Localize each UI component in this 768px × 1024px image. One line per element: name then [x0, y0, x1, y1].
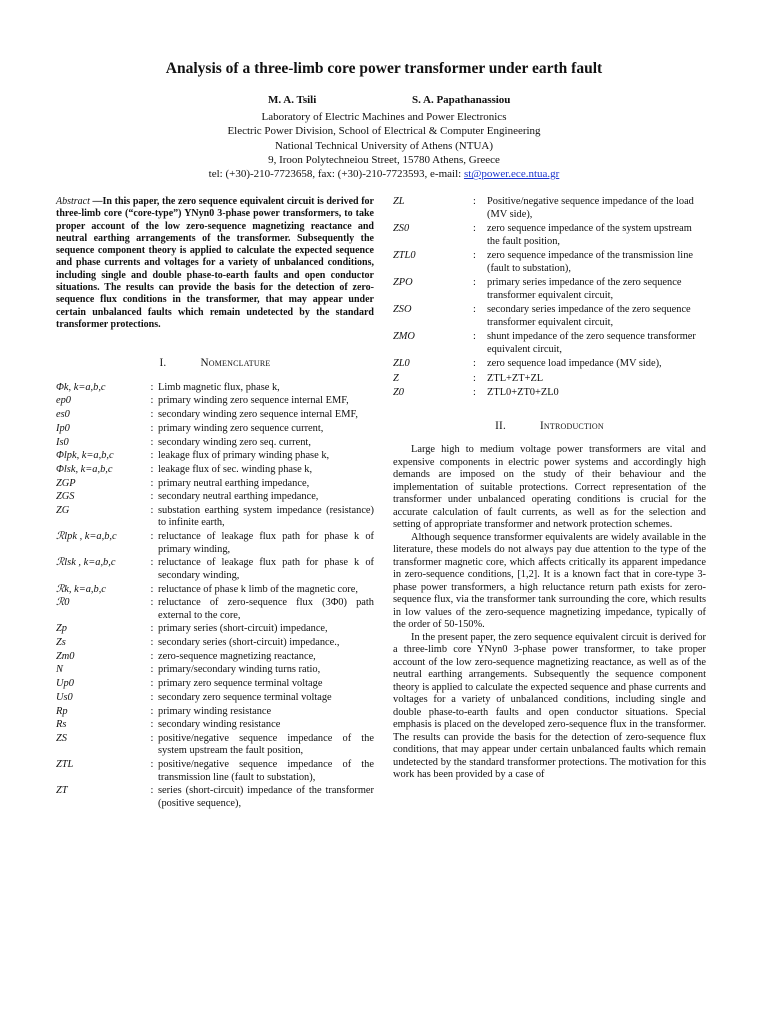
- nomenclature-separator: :: [473, 277, 476, 288]
- intro-paragraph: Large high to medium voltage power transformers are vital and expensive components in electric power systems and accordingly high demands are imposed on the study of their behaviour and the implementation of suitable protections. Correct representation of the transformer under unbalanced operating conditions is crucial for the accurate calculation of fault currents, as well as for the selection and setting of appropriate transformer and network protection schemes.: [393, 444, 706, 530]
- nomenclature-definition: primary series (short-circuit) impedance,: [158, 623, 328, 635]
- left-column: [56, 196, 374, 810]
- nomenclature-list-continued: [393, 196, 706, 400]
- abstract-text: —In this paper, the zero sequence equivalent circuit is derived for three-limb core (“core-type”) YNyn0 3-phase power transformers, to take proper account of the low zero-sequence magnetizing reactance and neutral earthing arrangements of the transformer. Subsequently the sequence component theory is applied to calculate the expected sequence and phase currents and voltages for a variety of unbalanced conditions, including single and double phase-to-earth faults and open conductor situations. The results can provide the basis for the detection of zero-sequence flux conditions in the transformer, that may appear under certain unbalanced faults which remain undetected by the standard transformer protections.: [56, 196, 374, 330]
- nomenclature-separator: :: [150, 759, 154, 771]
- nomenclature-definition: series (short-circuit) impedance of the transformer (positive sequence),: [158, 785, 374, 809]
- abstract-label: Abstract: [56, 196, 90, 207]
- nomenclature-symbol: ZT: [56, 785, 68, 797]
- nomenclature-separator: :: [150, 650, 154, 662]
- nomenclature-separator: :: [150, 597, 154, 609]
- nomenclature-separator: :: [150, 450, 154, 462]
- nomenclature-definition: secondary series (short-circuit) impedance.,: [158, 637, 340, 649]
- nomenclature-symbol: Z: [393, 372, 399, 384]
- intro-paragraph: Although sequence transformer equivalents are widely available in the literature, these models do not always pay due attention to the type of the transformer magnetic core, which affects critically its apparent impedance in zero-sequence conditions, [1,2]. It is a known fact that in core-type 3-phase power transformers, a high reluctance return path exists for zero-sequence flux, via the transformer tank surrounding the core, which results in low values of the zero-sequence magnetizing impedance, typically of the order of 50-150%.: [393, 531, 706, 630]
- nomenclature-symbol: ZG: [56, 504, 70, 516]
- section-title: Introduction: [539, 419, 604, 432]
- nomenclature-symbol: ZS: [56, 732, 67, 744]
- nomenclature-symbol: ℛlsk , k=a,b,c: [56, 557, 116, 569]
- nomenclature-separator: :: [473, 387, 476, 398]
- nomenclature-definition: primary neutral earthing impedance,: [158, 477, 310, 489]
- nomenclature-list: [56, 382, 374, 811]
- nomenclature-definition: secondary zero sequence terminal voltage: [158, 691, 332, 703]
- nomenclature-definition: zero-sequence magnetizing reactance,: [158, 650, 316, 662]
- nomenclature-symbol: ZSO: [393, 304, 412, 315]
- affiliation-line: 9, Iroon Polytechneiou Street, 15780 Athens, Greece: [268, 153, 500, 166]
- nomenclature-symbol: Zm0: [56, 650, 75, 662]
- nomenclature-symbol: es0: [56, 409, 70, 421]
- nomenclature-separator: :: [473, 372, 476, 384]
- nomenclature-separator: :: [150, 678, 154, 690]
- nomenclature-separator: :: [473, 304, 476, 315]
- nomenclature-symbol: Φlpk, k=a,b,c: [56, 450, 114, 462]
- nomenclature-definition: substation earthing system impedance (resistance) to infinite earth,: [158, 504, 374, 529]
- nomenclature-symbol: N: [56, 664, 63, 676]
- affiliation-block: [0, 110, 768, 181]
- nomenclature-separator: :: [150, 719, 154, 731]
- nomenclature-definition: primary zero sequence terminal voltage: [158, 678, 323, 690]
- nomenclature-definition: reluctance of phase k limb of the magnetic core,: [158, 583, 358, 595]
- nomenclature-separator: :: [150, 623, 154, 635]
- nomenclature-symbol: ep0: [56, 395, 72, 407]
- nomenclature-separator: :: [150, 732, 154, 744]
- nomenclature-separator: :: [150, 557, 154, 569]
- nomenclature-definition: leakage flux of sec. winding phase k,: [158, 463, 313, 475]
- nomenclature-separator: :: [150, 785, 154, 797]
- nomenclature-symbol: ℛk, k=a,b,c: [56, 583, 106, 595]
- nomenclature-separator: :: [150, 691, 154, 703]
- nomenclature-symbol: Us0: [56, 691, 73, 703]
- nomenclature-definition: positive/negative sequence impedance of the system upstream the fault position,: [158, 732, 374, 757]
- nomenclature-separator: :: [150, 504, 154, 516]
- nomenclature-separator: :: [473, 358, 476, 369]
- contact-line: [0, 167, 768, 181]
- nomenclature-symbol: Φk, k=a,b,c: [56, 381, 106, 393]
- affiliation-line: Electric Power Division, School of Electrical & Computer Engineering: [227, 125, 541, 138]
- nomenclature-definition: ZTL+ZT+ZL: [487, 372, 544, 384]
- section-heading-introduction: [393, 420, 706, 433]
- nomenclature-definition: primary winding resistance: [158, 705, 272, 717]
- nomenclature-definition: reluctance of zero-sequence flux (3Φ0) path external to the core,: [158, 597, 374, 621]
- nomenclature-symbol: Rs: [56, 719, 67, 731]
- nomenclature-definition: reluctance of leakage flux path for phase k of secondary winding,: [158, 557, 374, 581]
- nomenclature-definition: primary winding zero sequence internal EMF,: [158, 395, 349, 407]
- nomenclature-definition: Limb magnetic flux, phase k,: [158, 381, 280, 393]
- nomenclature-definition: secondary winding resistance: [158, 719, 281, 731]
- nomenclature-symbol: Z0: [393, 387, 404, 398]
- nomenclature-definition: primary/secondary winding turns ratio,: [158, 664, 321, 676]
- nomenclature-separator: :: [473, 250, 476, 261]
- nomenclature-symbol: ZTL: [56, 759, 74, 771]
- nomenclature-symbol: ZMO: [393, 331, 415, 342]
- nomenclature-separator: :: [150, 409, 154, 421]
- nomenclature-symbol: Φlsk, k=a,b,c: [56, 463, 113, 475]
- nomenclature-symbol: ZL0: [393, 358, 410, 369]
- nomenclature-definition: secondary winding zero sequence internal EMF,: [158, 409, 358, 421]
- nomenclature-definition: secondary neutral earthing impedance,: [158, 491, 319, 503]
- nomenclature-separator: :: [150, 531, 154, 543]
- nomenclature-symbol: ZPO: [393, 277, 413, 288]
- contact-text: tel: (+30)-210-7723658, fax: (+30)-210-7723593, e-mail:: [208, 168, 464, 181]
- nomenclature-separator: :: [473, 196, 476, 207]
- nomenclature-separator: :: [150, 705, 154, 717]
- nomenclature-separator: :: [150, 395, 154, 407]
- nomenclature-definition: reluctance of leakage flux path for phase k of primary winding,: [158, 531, 374, 555]
- nomenclature-separator: :: [473, 223, 476, 234]
- nomenclature-symbol: ZGP: [56, 477, 76, 489]
- nomenclature-symbol: Zp: [56, 623, 67, 635]
- nomenclature-definition: zero sequence load impedance (MV side),: [487, 358, 662, 369]
- section-number: II.: [495, 419, 506, 432]
- affiliation-line: National Technical University of Athens (NTUA): [274, 139, 494, 152]
- nomenclature-separator: :: [150, 436, 154, 448]
- nomenclature-symbol: Zs: [56, 637, 66, 649]
- nomenclature-symbol: ZTL0: [393, 250, 416, 261]
- nomenclature-definition: ZTL0+ZT0+ZL0: [487, 387, 559, 398]
- nomenclature-definition: zero sequence impedance of the transmission line (fault to substation),: [487, 250, 694, 274]
- author-name: M. A. Tsili: [268, 94, 317, 106]
- nomenclature-symbol: ℛ0: [56, 597, 70, 609]
- email-link[interactable]: st@power.ece.ntua.gr: [463, 168, 560, 181]
- section-heading-nomenclature: [56, 357, 374, 370]
- nomenclature-symbol: Ip0: [56, 422, 70, 434]
- nomenclature-definition: primary winding zero sequence current,: [158, 422, 324, 434]
- nomenclature-symbol: ZL: [393, 196, 405, 207]
- nomenclature-definition: positive/negative sequence impedance of the transmission line (fault to substation),: [158, 759, 374, 783]
- nomenclature-definition: Positive/negative sequence impedance of the load (MV side),: [487, 196, 694, 220]
- nomenclature-definition: zero sequence impedance of the system upstream the fault position,: [487, 223, 692, 247]
- nomenclature-definition: secondary series impedance of the zero sequence transformer equivalent circuit,: [487, 304, 691, 328]
- abstract: [56, 196, 374, 331]
- nomenclature-symbol: ZS0: [393, 223, 410, 234]
- nomenclature-definition: secondary winding zero seq. current,: [158, 436, 311, 448]
- nomenclature-symbol: Up0: [56, 678, 74, 690]
- section-number: I.: [159, 357, 167, 370]
- nomenclature-definition: shunt impedance of the zero sequence transformer equivalent circuit,: [487, 331, 696, 355]
- nomenclature-symbol: Rp: [56, 705, 68, 717]
- nomenclature-separator: :: [150, 381, 154, 393]
- nomenclature-separator: :: [473, 331, 476, 342]
- nomenclature-separator: :: [150, 637, 154, 649]
- nomenclature-separator: :: [150, 477, 154, 489]
- paper-title: Analysis of a three-limb core power transformer under earth fault: [165, 60, 603, 77]
- right-column: [393, 196, 706, 782]
- section-title: Nomenclature: [200, 357, 271, 370]
- nomenclature-separator: :: [150, 583, 154, 595]
- nomenclature-separator: :: [150, 491, 154, 503]
- nomenclature-symbol: Is0: [56, 436, 69, 448]
- intro-paragraph: In the present paper, the zero sequence equivalent circuit is derived for a three-limb core YNyn0 3-phase power transformer, to take proper account of the low zero-sequence magnetizing reactance, as well as of the neutral earthing arrangements. Subsequently the sequence component theory is applied to calculate the expected sequence and phase currents and voltages for a variety of unbalanced conditions, including single and double phase-to-earth faults and open conductor situations. Special emphasis is placed on the developed zero-sequence flux in the transformer. The results can provide the basis for the detection of zero-sequence flux conditions, that may appear under certain unbalanced faults which remain undetected by the standard transformer protections. The motivation for this work has been provided by a case of: [393, 631, 706, 780]
- author-name: S. A. Papathanassiou: [412, 94, 511, 106]
- nomenclature-symbol: ZGS: [56, 491, 75, 503]
- nomenclature-separator: :: [150, 664, 154, 676]
- nomenclature-symbol: ℛlpk , k=a,b,c: [56, 531, 117, 543]
- nomenclature-definition: primary series impedance of the zero sequence transformer equivalent circuit,: [487, 277, 682, 301]
- nomenclature-separator: :: [150, 463, 154, 475]
- nomenclature-definition: leakage flux of primary winding phase k,: [158, 450, 330, 462]
- nomenclature-separator: :: [150, 422, 154, 434]
- affiliation-line: Laboratory of Electric Machines and Power Electronics: [261, 111, 507, 123]
